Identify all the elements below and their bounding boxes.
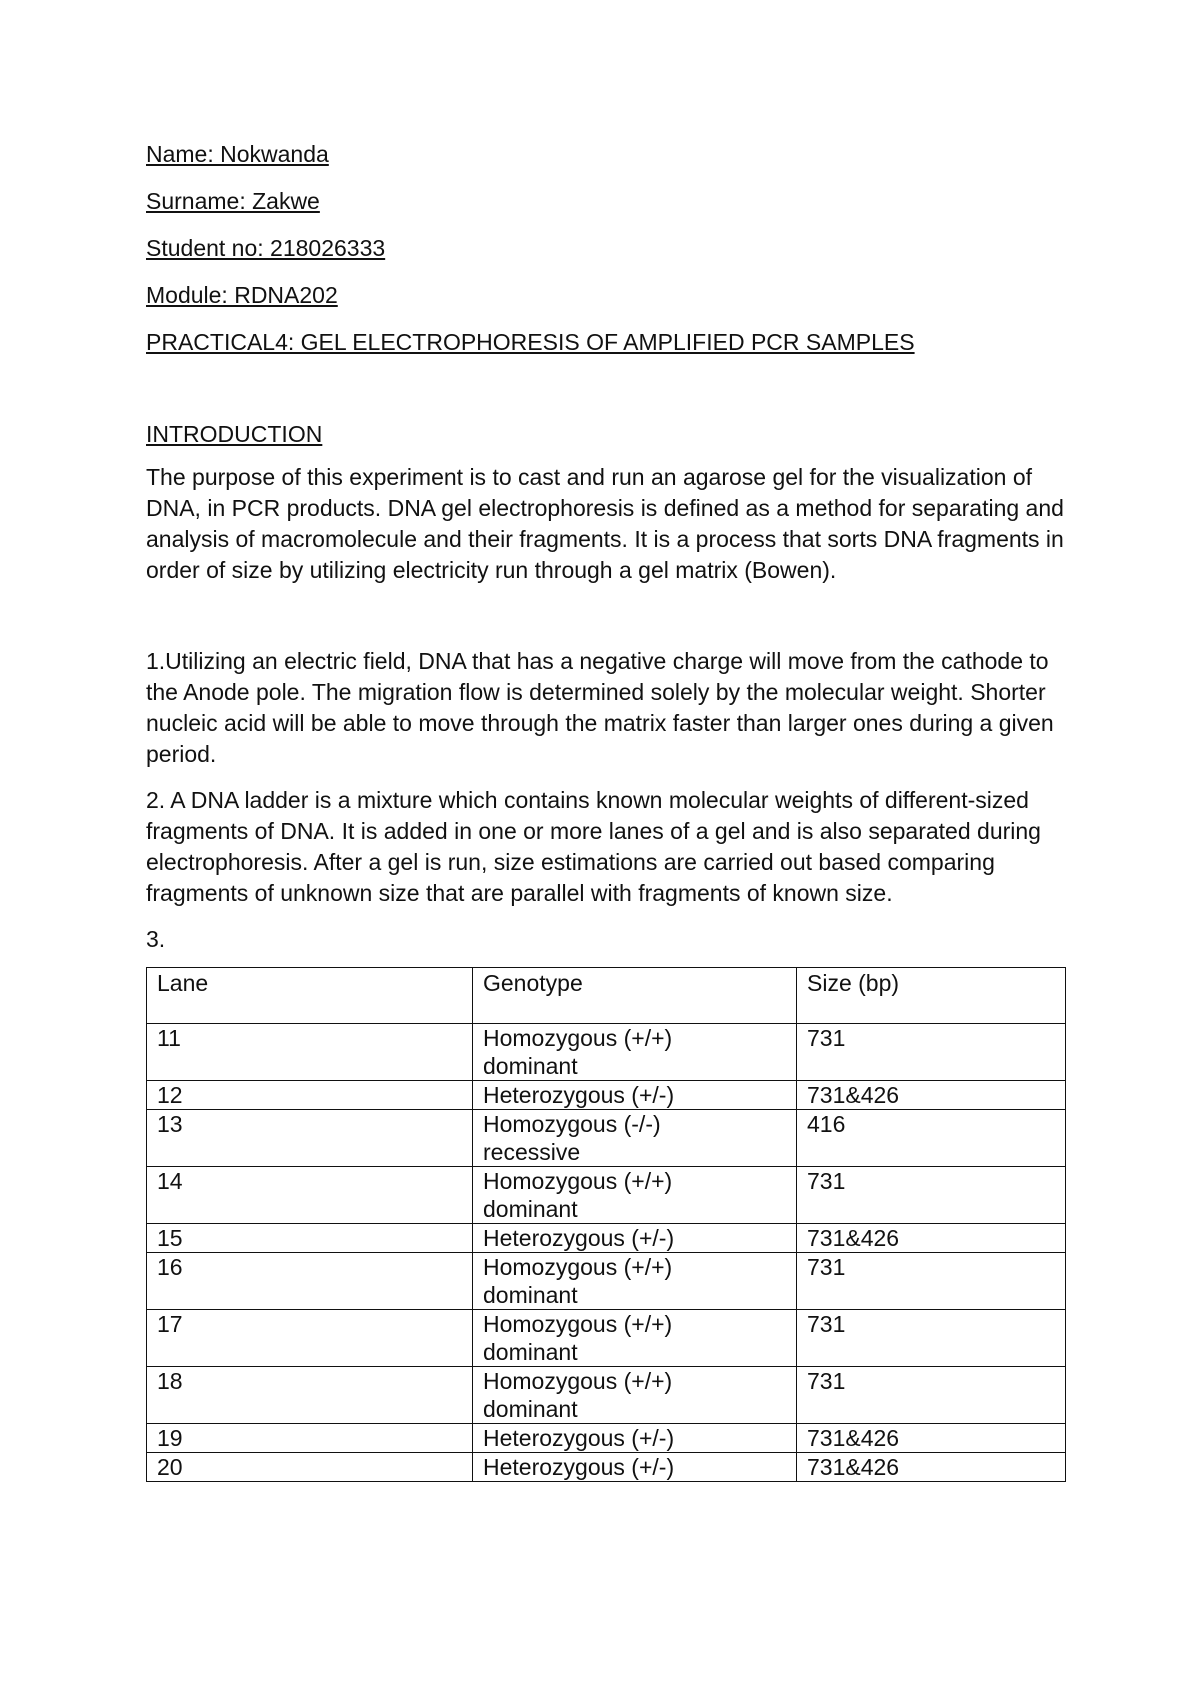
genotype-line: Homozygous (+/+) [483, 1168, 673, 1194]
genotype-results-table [146, 967, 1066, 1482]
genotype-qualifier: dominant [483, 1053, 578, 1079]
student-surname: Surname: Zakwe [146, 188, 320, 214]
genotype-qualifier: dominant [483, 1396, 578, 1422]
header-genotype: Genotype [473, 968, 797, 1024]
cell-lane: 13 [147, 1110, 473, 1167]
table-row [147, 1367, 1066, 1424]
cell-size: 731 [797, 1253, 1066, 1310]
cell-genotype [473, 1224, 797, 1253]
document-page [146, 140, 1066, 1482]
genotype-line: Homozygous (+/+) [483, 1311, 673, 1337]
genotype-line: Heterozygous (+/-) [483, 1425, 675, 1451]
cell-lane: 16 [147, 1253, 473, 1310]
cell-genotype [473, 1081, 797, 1110]
student-name: Name: Nokwanda [146, 141, 329, 167]
cell-lane: 19 [147, 1424, 473, 1453]
answer-1-paragraph: 1.Utilizing an electric field, DNA that has a negative charge will move from the cathode to the Anode pole. The migration flow is determined solely by the molecular weight. Shorter nucleic acid will be able to move through the matrix faster than larger ones during a given period. [146, 648, 1054, 767]
genotype-line: Heterozygous (+/-) [483, 1454, 675, 1480]
cell-genotype [473, 1167, 797, 1224]
genotype-qualifier: recessive [483, 1139, 581, 1165]
genotype-qualifier: dominant [483, 1282, 578, 1308]
cell-size: 731&426 [797, 1081, 1066, 1110]
student-number: Student no: 218026333 [146, 235, 386, 261]
table-row [147, 1424, 1066, 1453]
table-row [147, 1081, 1066, 1110]
cell-lane: 15 [147, 1224, 473, 1253]
genotype-line: Homozygous (+/+) [483, 1254, 673, 1280]
cell-size: 731&426 [797, 1424, 1066, 1453]
cell-genotype [473, 1367, 797, 1424]
table-row [147, 1224, 1066, 1253]
table-row [147, 1453, 1066, 1482]
genotype-qualifier: dominant [483, 1196, 578, 1222]
module-code: Module: RDNA202 [146, 282, 338, 308]
header-size: Size (bp) [797, 968, 1066, 1024]
cell-genotype [473, 1024, 797, 1081]
table-row [147, 1310, 1066, 1367]
cell-size: 731 [797, 1024, 1066, 1081]
genotype-qualifier: dominant [483, 1339, 578, 1365]
genotype-line: Homozygous (-/-) [483, 1111, 661, 1137]
cell-size: 731 [797, 1167, 1066, 1224]
cell-genotype [473, 1453, 797, 1482]
genotype-line: Homozygous (+/+) [483, 1368, 673, 1394]
cell-genotype [473, 1110, 797, 1167]
table-row [147, 1110, 1066, 1167]
cell-size: 731 [797, 1310, 1066, 1367]
table-header-row [147, 968, 1066, 1024]
cell-size: 731&426 [797, 1453, 1066, 1482]
cell-size: 416 [797, 1110, 1066, 1167]
cell-genotype [473, 1253, 797, 1310]
cell-lane: 11 [147, 1024, 473, 1081]
table-row [147, 1253, 1066, 1310]
genotype-line: Homozygous (+/+) [483, 1025, 673, 1051]
table-row [147, 1024, 1066, 1081]
cell-size: 731 [797, 1367, 1066, 1424]
cell-genotype [473, 1424, 797, 1453]
genotype-line: Heterozygous (+/-) [483, 1082, 675, 1108]
answer-2-paragraph: 2. A DNA ladder is a mixture which contains known molecular weights of different-sized fragments of DNA. It is added in one or more lanes of a gel and is also separated during electrophoresis. After a gel is run, size estimations are carried out based comparing fragments of unknown size that are parallel with fragments of known size. [146, 787, 1041, 906]
introduction-paragraph: The purpose of this experiment is to cast and run an agarose gel for the visualization of DNA, in PCR products. DNA gel electrophoresis is defined as a method for separating and analysis of macromolecule and their fragments. It is a process that sorts DNA fragments in order of size by utilizing electricity run through a gel matrix (Bowen). [146, 464, 1064, 583]
header-lane: Lane [147, 968, 473, 1024]
practical-title: PRACTICAL4: GEL ELECTROPHORESIS OF AMPLIFIED PCR SAMPLES [146, 329, 915, 355]
table-row [147, 1167, 1066, 1224]
cell-lane: 20 [147, 1453, 473, 1482]
cell-lane: 18 [147, 1367, 473, 1424]
answer-3-label: 3. [146, 926, 166, 952]
introduction-heading: INTRODUCTION [146, 421, 323, 447]
genotype-line: Heterozygous (+/-) [483, 1225, 675, 1251]
cell-lane: 14 [147, 1167, 473, 1224]
cell-genotype [473, 1310, 797, 1367]
cell-lane: 12 [147, 1081, 473, 1110]
cell-size: 731&426 [797, 1224, 1066, 1253]
cell-lane: 17 [147, 1310, 473, 1367]
